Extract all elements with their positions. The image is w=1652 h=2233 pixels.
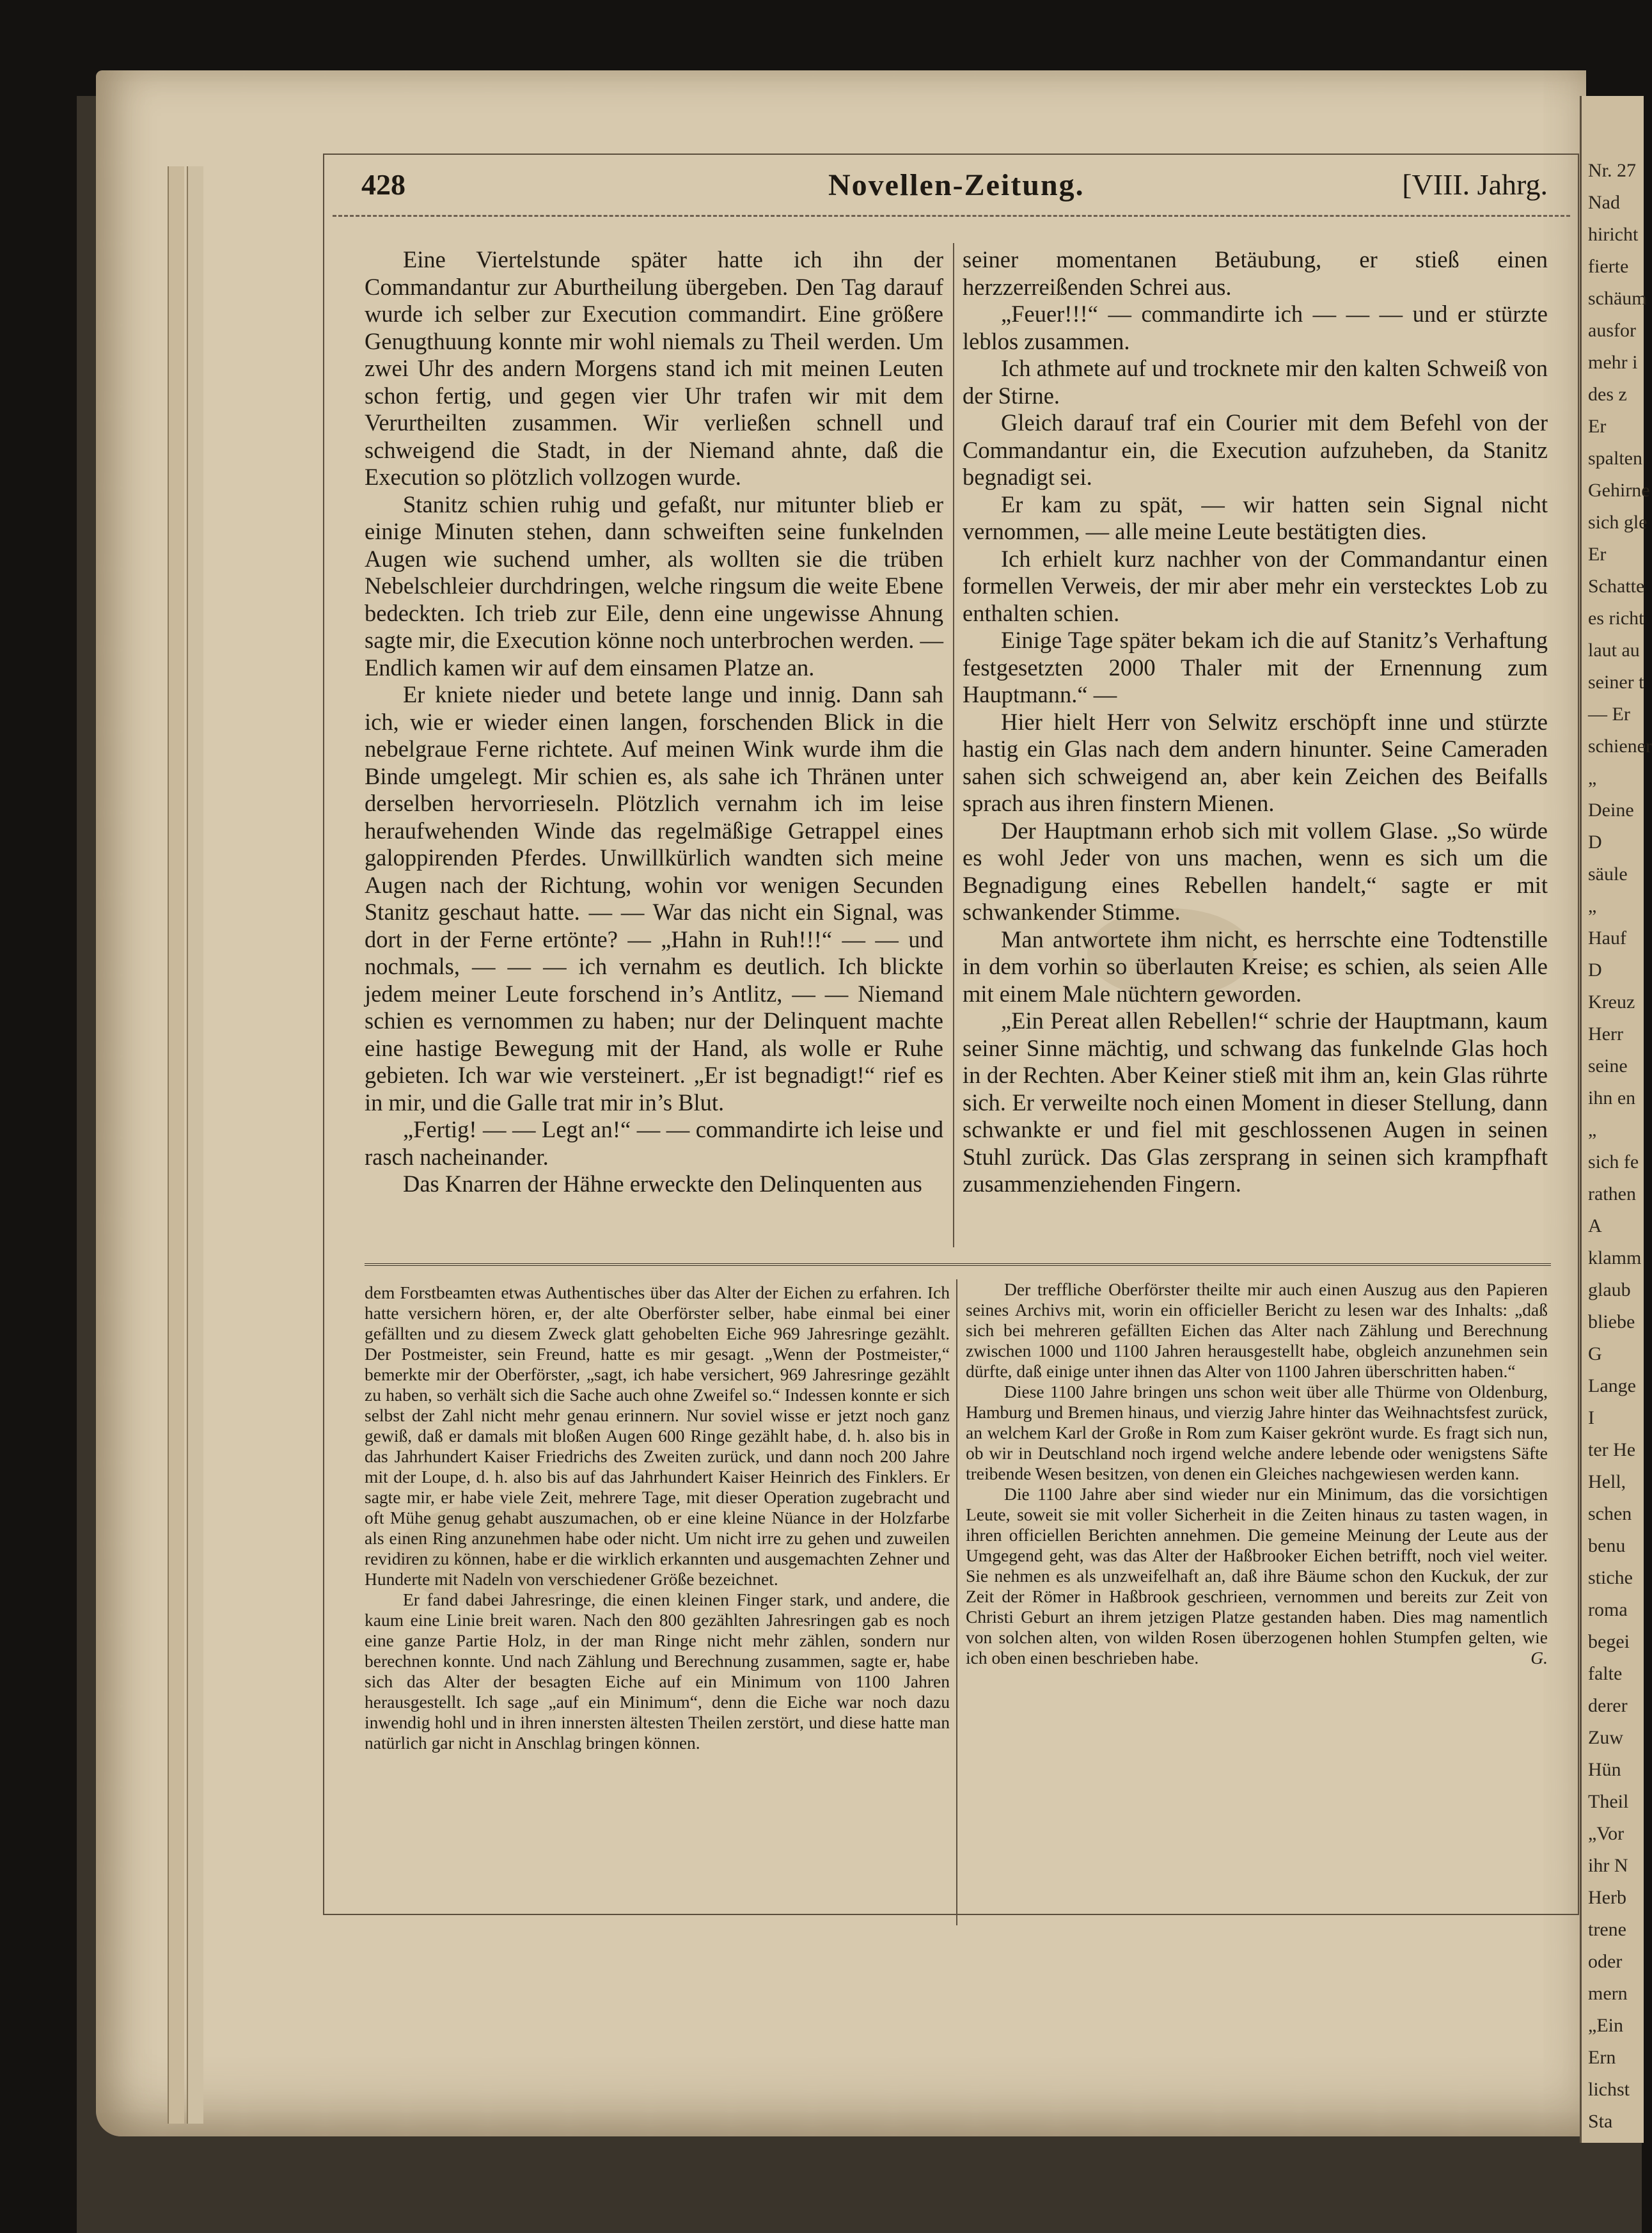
facing-page-text: Nr. 27 xyxy=(1588,160,1636,181)
facing-page-text: seine xyxy=(1588,1055,1628,1077)
paragraph: Der treffliche Oberförster theilte mir auch einen Auszug aus den Papieren seines Archivs mit, worin ein officieller Bericht zu lesen war des Inhalts: „daß sich bei mehreren gefällten Eichen das Alter nach Zählung und Berechnung zwischen 1000 und 1100 Jahren herausgestellt habe, obgleich anzunehmen sein dürfte, daß einige unter ihnen das Alter von 1100 Jahren überschritten haben.“ xyxy=(966,1279,1548,1381)
facing-page-text: Sta xyxy=(1588,2111,1613,2132)
facing-page-text: seiner t xyxy=(1588,672,1644,693)
paragraph: Hier hielt Herr von Selwitz erschöpft inne und stürzte hastig ein Glas nach dem andern hinunter. Seine Cameraden sahen sich schweigend an, aber kein Zeichen des Beifalls sprach aus ihren finstern Mienen. xyxy=(963,708,1548,816)
facing-page-text: ausfor xyxy=(1588,320,1636,341)
facing-page-text: ter He xyxy=(1588,1439,1636,1460)
facing-page-text: es richt xyxy=(1588,608,1644,629)
paragraph: Einige Tage später bekam ich die auf Stanitz’s Verhaftung festgesetzten 2000 Thaler mit der Ernennung zum Hauptmann.“ — xyxy=(963,627,1548,707)
volume-label: [VIII. Jahrg. xyxy=(1402,168,1548,201)
paragraph: dem Forstbeamten etwas Authentisches über das Alter der Eichen zu erfahren. Ich hatte versichern hören, er, der alte Oberförster selber, habe einmal bei einer gefällten und zu diesem Zweck glatt gehobelten Eiche 969 Jahresringe gezählt. Der Postmeister, sein Freund, hatte es mir gesagt. „Wenn der Postmeister,“ bemerkte mir der Oberförster, „sagt, ich habe versichert, 969 Jahresringe gezählt zu haben, so verhält sich die Sache auch ohne Zweifel so.“ Indessen konnte er sich selbst der Zahl nicht mehr genau erinnern. Nur soviel wisse er jetzt noch ganz gewiß, daß er damals mit bloßen Augen 600 Ringe gezählt habe, d. h. also bis in das Jahrhundert Kaiser Friedrichs des Zweiten zurück, und dann noch 200 Jahre mit der Loupe, d. h. also bis auf das Jahrhundert Kaiser Heinrich des Finklers. Er sagte mir, er habe viele Zeit, mehrere Tage, mit dieser Operation zugebracht und oft Mühe genug gehabt auszumachen, ob er eine kleine Nüance in der Holzfarbe als einen Ring anzunehmen habe oder nicht. Um nicht irre zu gehen und zuweilen revidiren zu können, habe er die wirklich erkannten und ausgemachten Zehner und Hunderte mit Nadeln von verschiedener Größe bezeichnet. xyxy=(365,1282,950,1589)
paragraph xyxy=(966,1484,1548,1668)
paragraph: Er kniete nieder und betete lange und innig. Dann sah ich, wie er wieder einen langen, forschenden Blick in die nebelgraue Ferne richtete. Auf meinen Wink wurde ihm die Binde umgelegt. Mir schien es, als sahe ich Thränen unter derselben hervorrieseln. Plötzlich vernahm ich im leise heraufwehenden Winde das regelmäßige Getrappel eines galoppirenden Pferdes. Unwillkürlich wandten sich meine Augen nach der Richtung, wohin vor wenigen Secunden Stanitz geschaut hatte. — — War das nicht ein Signal, was dort in der Ferne ertönte? — „Hahn in Ruh!!!“ — — und nochmals, — — — ich vernahm es deutlich. Ich blickte jedem meiner Leute forschend in’s Antlitz, — — Niemand schien es vernommen zu haben; nur der Delinquent machte eine hastige Bewegung mit der Hand, als wolle er Ruhe gebieten. Ich war wie versteinert. „Er ist begnadigt!“ rief es in mir, und die Galle trat mir in’s Blut. xyxy=(365,681,943,1116)
paragraph: Das Knarren der Hähne erweckte den Delinquenten aus xyxy=(403,1171,922,1197)
running-head xyxy=(361,168,1548,212)
paragraph: Er fand dabei Jahresringe, die einen kleinen Finger stark, und andere, die kaum eine Linie breit waren. Nach den 800 gezählten Jahresringen gab es noch eine ganze Partie Holz, in der man Ringe nicht mehr zählen, sondern nur berechnen konnte. Und nach Zählung und Berechnung zusammen, sagte er, habe sich das Alter der besagten Eiche auf ein Minimum von 1100 Jahren herausgestellt. Ich sage „auf ein Minimum“, denn die Eiche war noch dazu inwendig hohl und in ihren innersten ältesten Theilen zerstört, und diese hatte man natürlich gar nicht in Anschlag bringen können. xyxy=(365,1590,950,1753)
facing-page-text: Herb xyxy=(1588,1887,1626,1908)
paragraph: „Fertig! — — Legt an!“ — — commandirte ich leise und rasch nacheinander. xyxy=(365,1116,943,1170)
facing-page-text: falte xyxy=(1588,1663,1623,1684)
facing-page-text: mern xyxy=(1588,1983,1628,2004)
facing-page-text: hiricht xyxy=(1588,224,1639,245)
facing-page-text: „Vor xyxy=(1588,1823,1624,1844)
facing-page-text: rathen xyxy=(1588,1183,1636,1204)
facing-page-text: säule xyxy=(1588,864,1628,885)
facing-page-text: „ xyxy=(1588,896,1597,917)
facing-page-text: roma xyxy=(1588,1599,1628,1620)
facing-page-text: mehr i xyxy=(1588,352,1638,373)
facing-page-text: derer xyxy=(1588,1695,1628,1716)
facing-page-text: oder xyxy=(1588,1951,1623,1972)
paragraph: „Ein Pereat allen Rebellen!“ schrie der Hauptmann, kaum seiner Sinne mächtig, und schwang das funkelnde Glas hoch in der Rechten. Aber Keiner stieß mit ihm an, kein Glas rührte sich. Er verweilte noch einen Moment in dieser Stellung, dann schwankte er und fiel mit geschlossenen Augen in seinen Stuhl zurück. Das Glas zersprang in seinen sich krampfhaft zusammenziehenden Fingern. xyxy=(963,1007,1548,1197)
column-divider xyxy=(953,243,954,1247)
paragraph-text: Die 1100 Jahre aber sind wieder nur ein Minimum, das die vorsichtigen Leute, soweit sie mit voller Sicherheit in die Zeiten hinaus zu tasten wagen, in ihren officiellen Berichten annehmen. Die gemeine Meinung der Leute aus der Umgegend geht, was das Alter der Haßbrooker Eichen betrifft, noch viel weiter. Sie nehmen es als unzweifelhaft an, daß ihre Bäume schon den Kuckuk, der zur Zeit der Römer in Haßbrook geschrieen, vernommen und bereits zur Zeit von Christi Geburt an ihrem jetzigen Platze gestanden haben. Dies mag namentlich von solchen alten, von wilden Rosen überzogenen hohlen Stumpfen gelten, wie ich oben einen beschrieben habe. xyxy=(966,1484,1548,1668)
facing-page-text: lichst xyxy=(1588,2079,1630,2100)
story-column-right xyxy=(963,246,1548,1251)
paragraph: Gleich darauf traf ein Courier mit dem Befehl von der Commandantur ein, die Execution aufzuheben, da Stanitz begnadigt sei. xyxy=(963,409,1548,490)
paragraph: „Feuer!!!“ — commandirte ich — — — und er stürzte leblos zusammen. xyxy=(963,301,1548,354)
page-edge xyxy=(168,166,184,2124)
author-signature: G. xyxy=(1530,1648,1548,1668)
facing-page-text: Hün xyxy=(1588,1759,1621,1780)
facing-page-text: klamm xyxy=(1588,1247,1642,1268)
facing-page-text: Schatte xyxy=(1588,576,1645,597)
facing-page-text: begei xyxy=(1588,1631,1630,1652)
facing-page-text: Ern xyxy=(1588,2047,1616,2068)
facing-page-text: sich gle xyxy=(1588,512,1648,533)
section-divider xyxy=(365,1263,1551,1266)
facing-page-text: I xyxy=(1588,1407,1594,1428)
facing-page-text: fierte xyxy=(1588,256,1629,277)
facing-page-text: D xyxy=(1588,959,1602,981)
facing-page-text: Hauf xyxy=(1588,927,1626,949)
facing-page-text: Nad xyxy=(1588,192,1620,213)
facing-page-text: Lange xyxy=(1588,1375,1636,1396)
facing-page-text: bliebe xyxy=(1588,1311,1635,1332)
page-edge xyxy=(187,166,203,2124)
facing-page-text: Kreuz xyxy=(1588,991,1635,1013)
feuilleton-column-left xyxy=(365,1282,950,1929)
paragraph: Stanitz schien ruhig und gefaßt, nur mitunter blieb er einige Minuten stehen, dann schweiften seine funkelnden Augen wie suchend umher, als wollten sie die trüben Nebelschleier durchdringen, welche ringsum die weite Ebene bedeckten. Ich trieb zur Eile, denn eine ungewisse Ahnung sagte mir, die Execution könne noch unterbrochen werden. — Endlich kamen wir auf dem einsamen Platze an. xyxy=(365,491,943,681)
facing-page-fragment xyxy=(1580,96,1652,2143)
paragraph: Der Hauptmann erhob sich mit vollem Glase. „So würde es wohl Jeder von uns machen, wenn es sich um die Begnadigung eines Rebellen handelt,“ sagte er mit schwankender Stimme. xyxy=(963,817,1548,925)
facing-page-text: stiche xyxy=(1588,1567,1633,1588)
facing-page-text: „ xyxy=(1588,1119,1597,1140)
facing-page-text: Deine xyxy=(1588,800,1634,821)
facing-page-text: spalten xyxy=(1588,448,1642,469)
facing-page-text: trene xyxy=(1588,1919,1626,1940)
facing-page-text: Theil xyxy=(1588,1791,1629,1812)
facing-page-text: Hell, xyxy=(1588,1471,1626,1492)
paragraph: Ich athmete auf und trocknete mir den kalten Schweiß von der Stirne. xyxy=(963,355,1548,409)
column-divider xyxy=(956,1279,957,1925)
facing-page-text: G xyxy=(1588,1343,1602,1364)
feuilleton-column-right xyxy=(966,1279,1548,1823)
facing-page-text: Gehirne xyxy=(1588,480,1650,501)
facing-page-text: Er xyxy=(1588,544,1607,565)
facing-page-text: Er xyxy=(1588,416,1607,437)
facing-page-text: „Ein xyxy=(1588,2015,1623,2036)
paragraph: Diese 1100 Jahre bringen uns schon weit über alle Thürme von Oldenburg, Hamburg und Bremen hinaus, und vierzig Jahre hinter das Weihnachtsfest zurück, an welchem Karl der Große in Rom zum Kaiser gekrönt wurde. Es fragt sich nun, ob wir in Deutschland noch irgend welche andere lebende oder wenigstens Säfte treibende Wesen besitzen, von denen ein Gleiches nachgewiesen werden kann. xyxy=(966,1382,1548,1483)
facing-page-text: schen xyxy=(1588,1503,1632,1524)
facing-page-text: A xyxy=(1588,1215,1602,1236)
facing-page-text: schäum xyxy=(1588,288,1647,309)
page-number: 428 xyxy=(361,168,405,201)
facing-page-text: Zuw xyxy=(1588,1727,1623,1748)
facing-page-text: — Er xyxy=(1588,704,1630,725)
facing-page-text: laut au xyxy=(1588,640,1640,661)
facing-page-text: ihn en xyxy=(1588,1087,1636,1109)
header-rule xyxy=(333,215,1570,217)
facing-page-text: „ xyxy=(1588,768,1597,789)
paragraph: Man antwortete ihm nicht, es herrschte eine Todtenstille in dem vorhin so überlauten Kreise; es schien, als seien Alle mit einem Male nüchtern geworden. xyxy=(963,926,1548,1007)
story-column-left xyxy=(365,246,943,1251)
paragraph: Er kam zu spät, — wir hatten sein Signal nicht vernommen, — alle meine Leute bestätigten dies. xyxy=(963,491,1548,544)
paragraph: seiner momentanen Betäubung, er stieß einen herzzerreißenden Schrei aus. xyxy=(963,246,1548,300)
facing-page-text: schiener xyxy=(1588,736,1652,757)
publication-title: Novellen-Zeitung. xyxy=(828,168,1085,202)
facing-page-text: sich fe xyxy=(1588,1151,1639,1172)
facing-page-text: benu xyxy=(1588,1535,1626,1556)
facing-page-text: D xyxy=(1588,832,1602,853)
facing-page-text: glaub xyxy=(1588,1279,1631,1300)
facing-page-text: des z xyxy=(1588,384,1627,405)
facing-page-text: ihr N xyxy=(1588,1855,1628,1876)
paragraph: Eine Viertelstunde später hatte ich ihn der Commandantur zur Aburtheilung übergeben. Den Tag darauf wurde ich selber zur Execution commandirt. Eine größere Genugthuung konnte mir wohl niemals zu Theil werden. Um zwei Uhr des andern Morgens stand ich mit meinen Leuten schon fertig, und gegen vier Uhr trafen wir mit dem Verurtheilten zusammen. Wir verließen schnell und schweigend die Stadt, in der Niemand ahnte, daß die Execution so plötzlich vollzogen wurde. xyxy=(365,246,943,490)
facing-page-text: Herr xyxy=(1588,1023,1623,1045)
paragraph: Ich erhielt kurz nachher von der Commandantur einen formellen Verweis, der mir aber mehr ein verstecktes Lob zu enthalten schien. xyxy=(963,545,1548,626)
